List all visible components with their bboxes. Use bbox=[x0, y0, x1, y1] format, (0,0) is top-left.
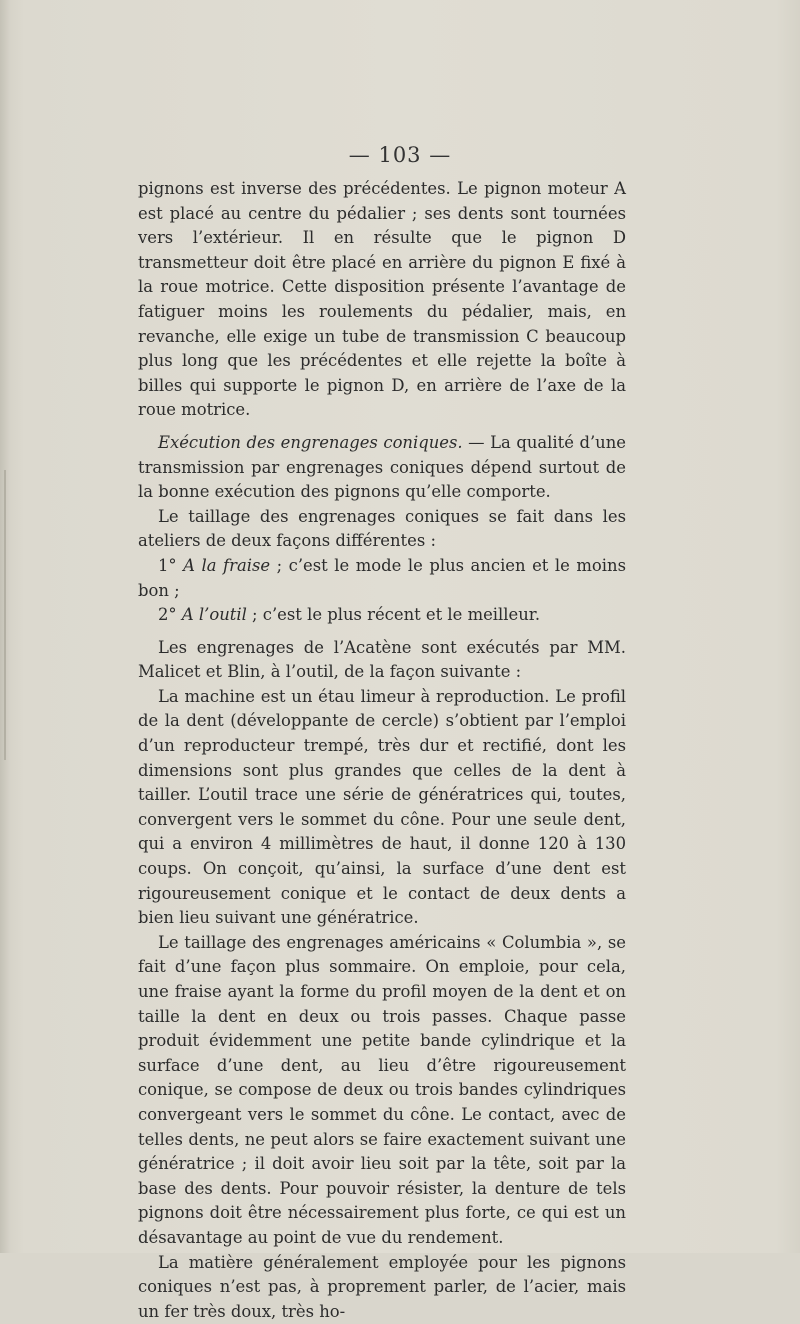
section-heading: Exécution des engrenages coniques. bbox=[158, 432, 463, 452]
body-text bbox=[138, 177, 626, 1324]
paragraph: La machine est un étau limeur à reproduction. Le profil de la dent (développante de cercle) s’obtient par l’emploi d’un reproducteur trempé, très dur et rectifié, dont les dimensions sont plus grandes que celles de la dent à tailler. L’outil trace une série de génératrices qui, toutes, convergent vers le sommet du cône. Pour une seule dent, qui a environ 4 millimètres de haut, il donne 120 à 130 coups. On conçoit, qu’ainsi, la surface d’une dent est rigoureusement conique et le contact de deux dents a bien lieu suivant une génératrice. bbox=[138, 686, 626, 928]
list-text: ; c’est le mode le plus ancien et le moins bon ; bbox=[138, 555, 626, 600]
list-term: A la fraise bbox=[183, 555, 271, 575]
paragraph-text: — La qualité d’une transmission par engrenages coniques dépend surtout de la bonne exécution des pignons qu’elle comporte. bbox=[138, 432, 626, 502]
page-number: — 103 — bbox=[348, 143, 452, 167]
list-number: 2° bbox=[158, 605, 177, 625]
binding-shadow bbox=[4, 470, 6, 760]
paragraph-section-heading bbox=[138, 431, 626, 505]
list-item bbox=[138, 603, 626, 628]
list-term: A l’outil bbox=[181, 605, 247, 625]
paragraph: pignons est inverse des précédentes. Le pignon moteur A est placé au centre du pédalier ; ses dents sont tournées vers l’extérieur. Il en résulte que le pignon D transmetteur doit être placé en arrière du pignon E fixé à la roue motrice. Cette disposition présente l’avantage de fatiguer moins les roulements du pédalier, mais, en revanche, elle exige un tube de transmission C beaucoup plus long que les précédentes et elle rejette la boîte à billes qui supporte le pignon D, en arrière de l’axe de la roue motrice. bbox=[138, 179, 626, 420]
paragraph: Le taillage des engrenages américains « Columbia », se fait d’une façon plus sommaire. On emploie, pour cela, une fraise ayant la forme du profil moyen de la dent et on taille la dent en deux ou trois passes. Chaque passe produit évidemment une petite bande cylindrique et la surface d’une dent, au lieu d’être rigoureusement conique, se compose de deux ou trois bandes cylindriques convergeant vers le sommet du cône. Le contact, avec de telles dents, ne peut alors se faire exactement suivant une génératrice ; il doit avoir lieu soit par la tête, soit par la base des dents. Pour pouvoir résister, la denture de tels pignons doit être nécessairement plus forte, ce qui est un désavantage au point de vue du rendement. bbox=[138, 932, 626, 1247]
list-number: 1° bbox=[158, 555, 177, 575]
list-text: ; c’est le plus récent et le meilleur. bbox=[246, 605, 541, 625]
page-binding-edge bbox=[0, 0, 10, 1253]
list-item bbox=[138, 554, 626, 603]
paragraph: Les engrenages de l’Acatène sont exécutés par MM. Malicet et Blin, à l’outil, de la façon suivante : bbox=[138, 637, 626, 682]
paragraph: Le taillage des engrenages coniques se fait dans les ateliers de deux façons différentes : bbox=[138, 506, 626, 551]
paragraph: La matière généralement employée pour les pignons coniques n’est pas, à proprement parler, de l’acier, mais un fer très doux, très ho- bbox=[138, 1252, 626, 1321]
